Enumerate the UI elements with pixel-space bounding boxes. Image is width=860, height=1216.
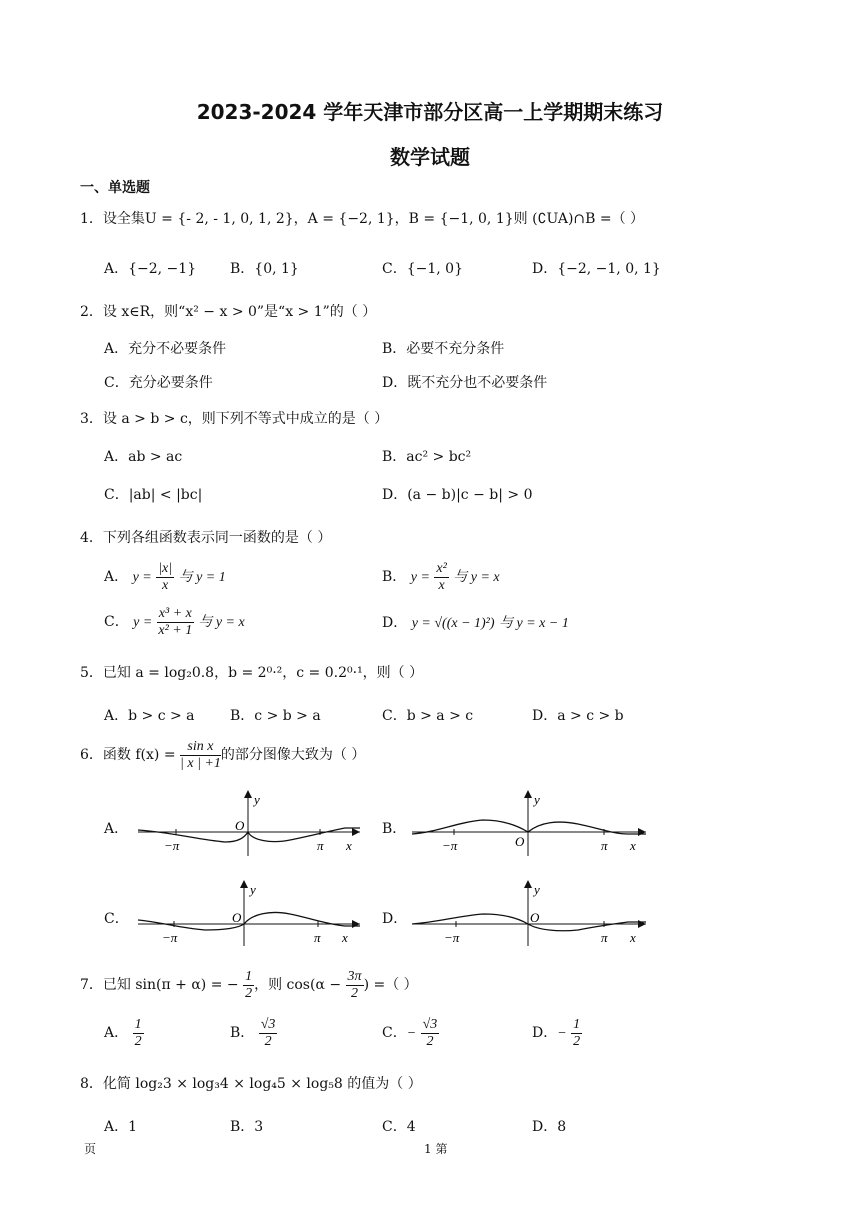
option-b: B．3: [230, 1119, 264, 1135]
question-number: 2．: [80, 304, 103, 320]
fraction: $\frac{1}{2}$: [245, 968, 253, 1001]
question-number: 6．: [80, 747, 103, 763]
question-number: 5．: [80, 665, 103, 681]
question-text: 已知 a = log₂0.8，b = 2⁰·²，c = 0.2⁰·¹，则（ ）: [102, 665, 424, 681]
fraction: $\frac{√3}{2}$: [422, 1016, 438, 1049]
option-b: B．c > b > a: [230, 708, 321, 724]
fraction: $\frac{3\pi}{2}$: [347, 968, 362, 1001]
fraction: $\frac{|x|}{x}$: [158, 560, 173, 593]
question-text: 设 x∈R，则“x² − x > 0”是“x > 1”的（ ）: [102, 304, 377, 320]
fraction: $\frac{√3}{2}$: [260, 1016, 276, 1049]
pi-label: π: [601, 838, 608, 853]
option-c: C．4: [382, 1119, 416, 1135]
axis-x-label: x: [342, 930, 348, 945]
option-d: D．8: [532, 1119, 567, 1135]
axis-x-label: x: [630, 930, 636, 945]
graph-c: [130, 878, 370, 948]
question-1: [80, 208, 644, 228]
question-number: 3．: [80, 411, 103, 427]
option-d: D．− $\frac{1}{2}$: [532, 1016, 581, 1049]
question-7: 7．已知 sin(π + α) = − $\frac{1}{2}$ ，则 cos(α − $\frac{3\pi}{2}$ ) =（ ）: [80, 968, 418, 1001]
fraction: $\frac{\text{x²}}{x}$: [436, 560, 447, 593]
option-d: D． y = √((x − 1)²) 与 y = x − 1: [382, 615, 569, 631]
option-b: B．必要不充分条件: [382, 341, 505, 357]
option-b: B． $\frac{√3}{2}$: [230, 1016, 276, 1049]
fraction: $\frac{\text{x³ + x}}{\text{x² + 1}}$: [158, 605, 193, 638]
option-a: A． y = $\frac{|x|}{x}$ 与 y = 1: [104, 560, 226, 593]
axis-y-label: y: [250, 882, 256, 897]
option-c: C．: [104, 911, 129, 927]
option-a: A．{−2, −1}: [104, 261, 197, 277]
axis-y-label: y: [254, 792, 260, 807]
option-d: D．{−2, −1, 0, 1}: [532, 261, 661, 277]
option-c: C．{−1, 0}: [382, 261, 463, 277]
neg-pi-label: −π: [442, 838, 458, 853]
option-a: A．充分不必要条件: [104, 341, 227, 357]
axis-x-label: x: [346, 838, 352, 853]
question-3: [80, 408, 388, 428]
pi-label: π: [314, 930, 321, 945]
option-c: C．充分必要条件: [104, 375, 213, 391]
neg-pi-label: −π: [444, 930, 460, 945]
graph-a: [130, 788, 370, 858]
option-b: B．{0, 1}: [230, 261, 299, 277]
origin-label: O: [235, 818, 245, 833]
option-c: C．|ab| < |bc|: [104, 487, 203, 503]
question-text: 设 a > b > c，则下列不等式中成立的是（ ）: [102, 411, 389, 427]
neg-pi-label: −π: [162, 930, 178, 945]
fraction: $\frac{1}{2}$: [573, 1016, 581, 1049]
graph-d: [408, 878, 653, 948]
question-8: [80, 1073, 422, 1093]
option-a: A．1: [104, 1119, 138, 1135]
question-text: 化简 log₂3 × log₃4 × log₄5 × log₅8 的值为（ ）: [102, 1076, 422, 1092]
question-text: 设全集U = {- 2, - 1, 0, 1, 2}，A = {−2, 1}，B = {−1, 0, 1}则 (∁UA)∩B =（ ）: [102, 211, 645, 227]
pi-label: π: [317, 838, 324, 853]
option-a: A．ab > ac: [104, 449, 183, 465]
question-6: 6．函数 f(x) = $\frac{\text{sin x}}{| x | +1}$ 的部分图像大致为（ ）: [80, 738, 366, 771]
option-c: C．b > a > c: [382, 708, 474, 724]
origin-label: O: [515, 834, 525, 849]
question-number: 7．: [80, 977, 103, 993]
origin-label: O: [530, 910, 540, 925]
fraction: $\frac{1}{2}$: [134, 1016, 142, 1049]
option-a: A．: [104, 821, 129, 837]
option-b: B． y = $\frac{\text{x²}}{x}$ 与 y = x: [382, 560, 500, 593]
question-number: 1．: [80, 211, 103, 227]
footer-page-number: 1 第: [424, 1142, 448, 1156]
page-title: 2023-2024 学年天津市部分区高一上学期期末练习: [196, 100, 664, 124]
question-text: 下列各组函数表示同一函数的是（ ）: [102, 530, 332, 546]
question-number: 4．: [80, 530, 103, 546]
option-b: B．: [382, 821, 407, 837]
neg-pi-label: −π: [164, 838, 180, 853]
option-d: D．既不充分也不必要条件: [382, 375, 548, 391]
pi-label: π: [601, 930, 608, 945]
axis-x-label: x: [630, 838, 636, 853]
question-number: 8．: [80, 1076, 103, 1092]
axis-y-label: y: [534, 792, 540, 807]
graph-b: [408, 788, 653, 858]
question-2: [80, 301, 376, 321]
option-d: D．(a − b)|c − b| > 0: [382, 487, 533, 503]
question-4: [80, 527, 331, 547]
option-c: C．− $\frac{√3}{2}$: [382, 1016, 438, 1049]
option-b: B．ac² > bc²: [382, 449, 472, 465]
question-5: [80, 662, 423, 682]
option-c: C． y = $\frac{\text{x³ + x}}{\text{x² + 1}}$ 与 y = x: [104, 605, 245, 638]
footer-left: 页: [84, 1142, 97, 1156]
option-a: A．b > c > a: [104, 708, 195, 724]
page-subtitle: 数学试题: [390, 145, 470, 169]
fraction: $\frac{\text{sin x}}{| x | +1}$: [180, 738, 221, 771]
option-d: D．a > c > b: [532, 708, 624, 724]
option-a: A． $\frac{1}{2}$: [104, 1016, 142, 1049]
origin-label: O: [232, 910, 242, 925]
section-heading: 一、单选题: [80, 180, 150, 196]
axis-y-label: y: [534, 882, 540, 897]
option-d: D．: [382, 911, 408, 927]
